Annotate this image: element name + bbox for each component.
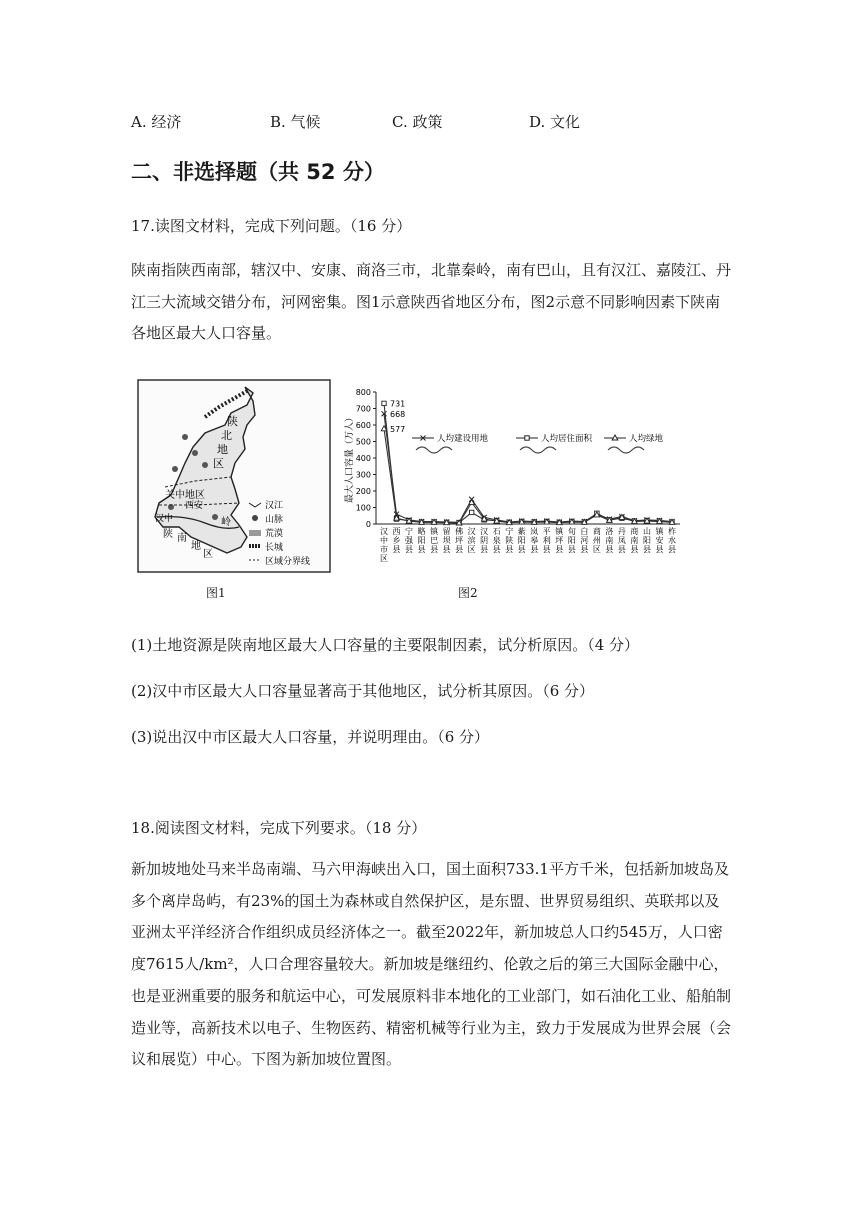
q17-sub-1: (1)土地资源是陕南地区最大人口容量的主要限制因素，试分析原因。（4 分） xyxy=(131,636,640,654)
legend-boundary: 区域分界线 xyxy=(265,557,311,567)
q18-title: 18.阅读图文材料，完成下列要求。（18 分） xyxy=(131,819,427,837)
option-c: C. 政策 xyxy=(392,113,443,131)
legend-marker xyxy=(525,436,529,440)
x-tick-label: 商州区 xyxy=(592,527,601,554)
legend-scribble xyxy=(608,447,644,453)
y-tick-label: 400 xyxy=(355,454,371,463)
legend-desert: 荒漠 xyxy=(265,529,284,539)
x-tick-label: 丹凤县 xyxy=(617,527,626,554)
point-square xyxy=(469,510,473,514)
q17-sub-2: (2)汉中市区最大人口容量显著高于其他地区，试分析其原因。（6 分） xyxy=(131,682,595,700)
series-line-0 xyxy=(384,414,672,523)
option-a: A. 经济 xyxy=(131,113,182,131)
legend-mountain: 山脉 xyxy=(265,515,284,525)
legend-marker xyxy=(612,435,618,440)
x-tick-label: 镇巴县 xyxy=(430,527,439,554)
y-tick-label: 700 xyxy=(355,404,371,414)
x-tick-label: 白河县 xyxy=(580,527,589,554)
legend-scribble xyxy=(520,447,556,453)
x-tick-label: 镇坪县 xyxy=(555,527,564,554)
option-d: D. 文化 xyxy=(529,113,581,131)
data-label: 731 xyxy=(390,399,406,409)
map-label: 地 xyxy=(191,541,201,552)
map-label: 区 xyxy=(213,457,224,470)
x-tick-label: 旬阳县 xyxy=(567,527,576,554)
x-tick-label: 岚皋县 xyxy=(530,527,539,554)
x-tick-label: 略阳县 xyxy=(417,527,426,554)
q17-paragraph: 陕南指陕西南部，辖汉中、安康、商洛三市，北靠秦岭，南有巴山，且有汉江、嘉陵江、丹江三大流域交错分布，河网密集。图1示意陕西省地区分布，图2示意不同影响因素下陕南各地区最大人口容量。 xyxy=(131,261,732,343)
x-tick-label: 洛南县 xyxy=(605,527,614,554)
y-tick-label: 100 xyxy=(355,503,371,513)
series-line-1 xyxy=(384,403,672,522)
x-tick-label: 柞水县 xyxy=(668,527,676,554)
y-tick-label: 600 xyxy=(355,421,371,430)
x-tick-label: 汉中市区 xyxy=(380,527,388,563)
x-tick-label: 佛坪县 xyxy=(455,527,464,554)
x-tick-label: 山阳县 xyxy=(642,527,651,554)
x-tick-label: 宁强县 xyxy=(405,527,414,554)
map-label: 汉中 xyxy=(155,514,174,524)
x-tick-label: 宁陕县 xyxy=(505,527,514,554)
y-axis-label: 最大人口容量（万人） xyxy=(345,412,355,504)
section-title: 二、非选择题（共 52 分） xyxy=(131,160,385,184)
map-label: 关中地区 xyxy=(165,490,205,501)
x-tick-label: 留坝县 xyxy=(442,527,451,554)
x-tick-label: 汉阴县 xyxy=(480,527,489,554)
y-tick-label: 800 xyxy=(355,388,371,397)
map-label: 西安 xyxy=(185,501,204,511)
legend-label: 人均绿地 xyxy=(629,434,664,444)
x-tick-label: 石泉县 xyxy=(492,527,501,554)
legend-label: 人均居住面积 xyxy=(541,434,593,444)
x-tick-label: 平利县 xyxy=(542,527,551,554)
data-label: 577 xyxy=(390,424,406,434)
map-label: 陕 xyxy=(163,529,173,540)
x-tick-label: 紫阳县 xyxy=(517,527,526,554)
legend-label: 人均建设用地 xyxy=(437,434,489,444)
y-tick-label: 200 xyxy=(355,487,371,496)
figure-1-map xyxy=(135,377,335,577)
point-square xyxy=(382,401,386,405)
map-label: 区 xyxy=(203,549,213,560)
legend-river: 汉江 xyxy=(265,501,284,511)
y-tick-label: 300 xyxy=(355,470,371,480)
figure-1-caption: 图1 xyxy=(206,586,226,600)
map-label: 南 xyxy=(177,533,187,544)
y-tick-label: 500 xyxy=(355,437,371,447)
x-tick-label: 镇安县 xyxy=(655,527,664,554)
q18-paragraph: 新加坡地处马来半岛南端、马六甲海峡出入口，国土面积733.1平方千米，包括新加坡岛及多个离岸岛屿，有23%的国土为森林或自然保护区，是东盟、世界贸易组织、英联邦以及亚洲太平洋经济合作组织成员经济体之一。截至2022年，新加坡总人口约545万，人口密度7615人/km²，人口合理容量较大。新加坡是继纽约、伦敦之后的第三大国际金融中心，也是亚洲重要的服务和航运中心，可发展原料非本地化的工业部门，如石油化工业、船舶制造业等，高新技术以电子、生物医药、精密机械等行业为主，致力于发展成为世界会展（会议和展览）中心。下图为新加坡位置图。 xyxy=(131,860,732,1069)
q17-title: 17.读图文材料，完成下列问题。（16 分） xyxy=(131,217,412,235)
legend-scribble xyxy=(416,447,452,453)
map-label: 陕 xyxy=(227,415,238,428)
map-label: 岭 xyxy=(221,517,231,528)
x-tick-label: 汉滨区 xyxy=(467,527,476,554)
data-label: 668 xyxy=(390,409,406,419)
x-tick-label: 西乡县 xyxy=(392,527,401,554)
map-label: 地 xyxy=(217,443,228,456)
x-tick-label: 商南县 xyxy=(630,527,639,554)
map-label: 北 xyxy=(221,429,232,442)
y-tick-label: 0 xyxy=(365,520,371,529)
figure-2-chart xyxy=(340,382,690,572)
option-b: B. 气候 xyxy=(270,113,321,131)
legend-great-wall: 长城 xyxy=(265,543,284,553)
q17-sub-3: (3)说出汉中市区最大人口容量，并说明理由。（6 分） xyxy=(131,728,490,746)
figure-2-caption: 图2 xyxy=(458,586,478,600)
